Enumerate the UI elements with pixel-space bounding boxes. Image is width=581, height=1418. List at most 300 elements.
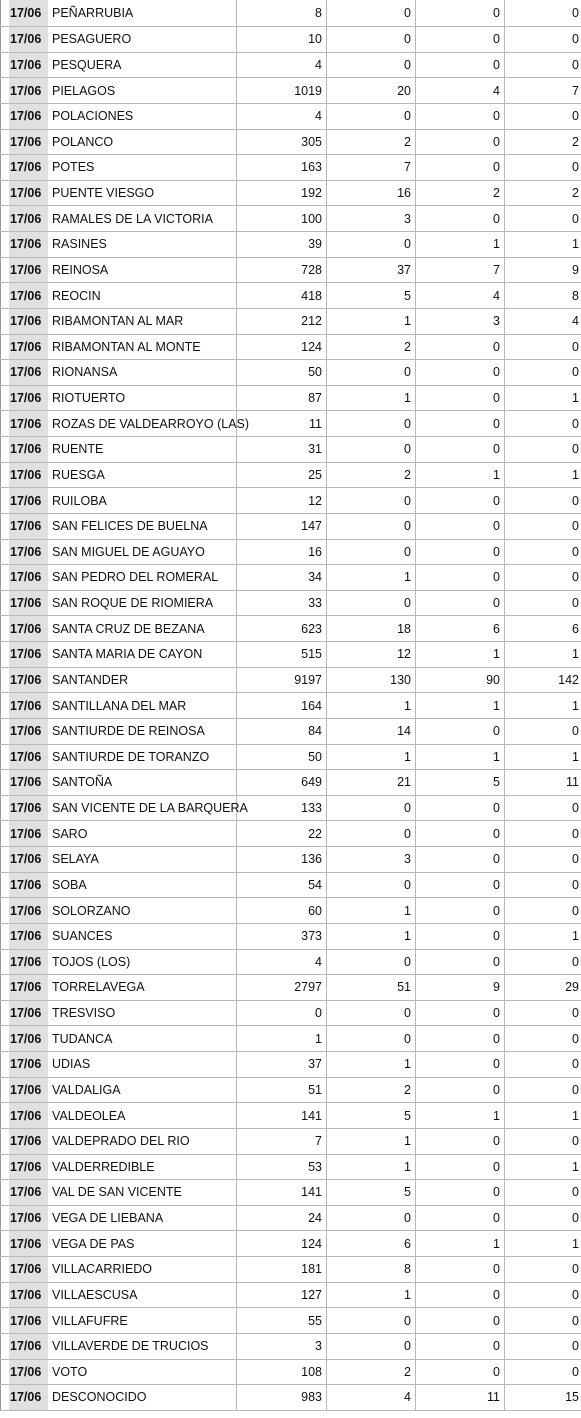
total-cases-cell[interactable]	[237, 1283, 327, 1308]
value-3-cell[interactable]	[416, 488, 505, 513]
municipality-cell[interactable]	[48, 130, 237, 155]
total-cases-cell[interactable]	[237, 181, 327, 206]
value-4-cell[interactable]	[505, 309, 581, 334]
date-cell[interactable]	[0, 642, 48, 667]
value-3-cell[interactable]	[416, 847, 505, 872]
municipality-cell[interactable]	[48, 514, 237, 539]
total-cases-cell[interactable]	[237, 463, 327, 488]
value-2-cell[interactable]	[327, 1308, 416, 1333]
value-3-cell[interactable]	[416, 591, 505, 616]
total-cases-cell[interactable]	[237, 27, 327, 52]
value-2-cell[interactable]	[327, 155, 416, 180]
value-2-cell[interactable]	[327, 104, 416, 129]
value-3-cell[interactable]	[416, 796, 505, 821]
value-2-cell[interactable]	[327, 27, 416, 52]
value-4-cell[interactable]	[505, 1257, 581, 1282]
date-cell[interactable]	[0, 1360, 48, 1385]
date-cell[interactable]	[0, 283, 48, 308]
total-cases-cell[interactable]	[237, 668, 327, 693]
value-4-cell[interactable]	[505, 104, 581, 129]
value-2-cell[interactable]	[327, 1155, 416, 1180]
municipality-cell[interactable]	[48, 796, 248, 821]
date-cell[interactable]	[0, 719, 48, 744]
value-3-cell[interactable]	[416, 1026, 505, 1051]
total-cases-cell[interactable]	[237, 898, 327, 923]
value-2-cell[interactable]	[327, 796, 416, 821]
municipality-cell[interactable]	[48, 1308, 237, 1333]
date-cell[interactable]	[0, 873, 48, 898]
total-cases-cell[interactable]	[237, 155, 327, 180]
value-4-cell[interactable]	[505, 745, 581, 770]
municipality-cell[interactable]	[48, 975, 237, 1000]
value-2-cell[interactable]	[327, 898, 416, 923]
municipality-cell[interactable]	[48, 719, 237, 744]
total-cases-cell[interactable]	[237, 796, 327, 821]
value-2-cell[interactable]	[327, 1180, 416, 1205]
value-4-cell[interactable]	[505, 27, 581, 52]
municipality-cell[interactable]	[48, 873, 237, 898]
value-4-cell[interactable]	[505, 78, 581, 103]
municipality-cell[interactable]	[48, 1283, 237, 1308]
municipality-cell[interactable]	[48, 616, 237, 641]
total-cases-cell[interactable]	[237, 975, 327, 1000]
municipality-cell[interactable]	[48, 463, 237, 488]
value-2-cell[interactable]	[327, 668, 416, 693]
date-cell[interactable]	[0, 1180, 48, 1205]
value-4-cell[interactable]	[505, 1052, 581, 1077]
value-3-cell[interactable]	[416, 1334, 505, 1359]
municipality-cell[interactable]	[48, 232, 237, 257]
value-4-cell[interactable]	[505, 232, 581, 257]
municipality-cell[interactable]	[48, 437, 237, 462]
value-2-cell[interactable]	[327, 335, 416, 360]
date-cell[interactable]	[0, 1334, 48, 1359]
value-2-cell[interactable]	[327, 130, 416, 155]
municipality-cell[interactable]	[48, 53, 237, 78]
value-2-cell[interactable]	[327, 488, 416, 513]
value-2-cell[interactable]	[327, 1026, 416, 1051]
municipality-cell[interactable]	[48, 1129, 237, 1154]
value-3-cell[interactable]	[416, 78, 505, 103]
value-3-cell[interactable]	[416, 386, 505, 411]
value-3-cell[interactable]	[416, 1206, 505, 1231]
value-3-cell[interactable]	[416, 1308, 505, 1333]
value-4-cell[interactable]	[505, 770, 581, 795]
value-3-cell[interactable]	[416, 309, 505, 334]
date-cell[interactable]	[0, 975, 48, 1000]
municipality-cell[interactable]	[48, 411, 250, 436]
value-4-cell[interactable]	[505, 565, 581, 590]
date-cell[interactable]	[0, 1001, 48, 1026]
value-4-cell[interactable]	[505, 1078, 581, 1103]
value-3-cell[interactable]	[416, 924, 505, 949]
date-cell[interactable]	[0, 693, 48, 718]
date-cell[interactable]	[0, 386, 48, 411]
value-4-cell[interactable]	[505, 873, 581, 898]
total-cases-cell[interactable]	[237, 1103, 327, 1128]
total-cases-cell[interactable]	[237, 232, 327, 257]
value-3-cell[interactable]	[416, 1283, 505, 1308]
total-cases-cell[interactable]	[237, 540, 327, 565]
value-4-cell[interactable]	[505, 0, 581, 26]
municipality-cell[interactable]	[48, 591, 237, 616]
date-cell[interactable]	[0, 1231, 48, 1256]
value-2-cell[interactable]	[327, 770, 416, 795]
value-2-cell[interactable]	[327, 540, 416, 565]
value-4-cell[interactable]	[505, 1206, 581, 1231]
date-cell[interactable]	[0, 258, 48, 283]
value-3-cell[interactable]	[416, 27, 505, 52]
value-2-cell[interactable]	[327, 924, 416, 949]
value-2-cell[interactable]	[327, 642, 416, 667]
date-cell[interactable]	[0, 1078, 48, 1103]
total-cases-cell[interactable]	[237, 309, 327, 334]
value-2-cell[interactable]	[327, 1334, 416, 1359]
total-cases-cell[interactable]	[237, 1360, 327, 1385]
date-cell[interactable]	[0, 540, 48, 565]
date-cell[interactable]	[0, 1283, 48, 1308]
total-cases-cell[interactable]	[237, 924, 327, 949]
municipality-cell[interactable]	[48, 770, 237, 795]
total-cases-cell[interactable]	[237, 642, 327, 667]
value-3-cell[interactable]	[416, 821, 505, 846]
value-2-cell[interactable]	[327, 719, 416, 744]
value-3-cell[interactable]	[416, 181, 505, 206]
date-cell[interactable]	[0, 924, 48, 949]
value-4-cell[interactable]	[505, 975, 581, 1000]
total-cases-cell[interactable]	[237, 1026, 327, 1051]
value-2-cell[interactable]	[327, 283, 416, 308]
date-cell[interactable]	[0, 104, 48, 129]
value-2-cell[interactable]	[327, 591, 416, 616]
municipality-cell[interactable]	[48, 1206, 237, 1231]
total-cases-cell[interactable]	[237, 821, 327, 846]
value-4-cell[interactable]	[505, 206, 581, 231]
total-cases-cell[interactable]	[237, 1001, 327, 1026]
date-cell[interactable]	[0, 53, 48, 78]
date-cell[interactable]	[0, 309, 48, 334]
value-3-cell[interactable]	[416, 1078, 505, 1103]
value-4-cell[interactable]	[505, 335, 581, 360]
date-cell[interactable]	[0, 181, 48, 206]
value-2-cell[interactable]	[327, 873, 416, 898]
total-cases-cell[interactable]	[237, 258, 327, 283]
value-4-cell[interactable]	[505, 1334, 581, 1359]
date-cell[interactable]	[0, 78, 48, 103]
value-4-cell[interactable]	[505, 540, 581, 565]
value-4-cell[interactable]	[505, 693, 581, 718]
value-2-cell[interactable]	[327, 258, 416, 283]
date-cell[interactable]	[0, 1052, 48, 1077]
value-2-cell[interactable]	[327, 1052, 416, 1077]
value-2-cell[interactable]	[327, 616, 416, 641]
municipality-cell[interactable]	[48, 898, 237, 923]
value-3-cell[interactable]	[416, 1001, 505, 1026]
municipality-cell[interactable]	[48, 1001, 237, 1026]
date-cell[interactable]	[0, 155, 48, 180]
value-3-cell[interactable]	[416, 898, 505, 923]
value-4-cell[interactable]	[505, 386, 581, 411]
date-cell[interactable]	[0, 745, 48, 770]
municipality-cell[interactable]	[48, 0, 237, 26]
date-cell[interactable]	[0, 1308, 48, 1333]
value-3-cell[interactable]	[416, 770, 505, 795]
value-2-cell[interactable]	[327, 386, 416, 411]
municipality-cell[interactable]	[48, 155, 237, 180]
value-3-cell[interactable]	[416, 668, 505, 693]
municipality-cell[interactable]	[48, 1385, 237, 1410]
date-cell[interactable]	[0, 668, 48, 693]
municipality-cell[interactable]	[48, 668, 237, 693]
value-2-cell[interactable]	[327, 975, 416, 1000]
value-4-cell[interactable]	[505, 53, 581, 78]
date-cell[interactable]	[0, 488, 48, 513]
value-3-cell[interactable]	[416, 1155, 505, 1180]
value-3-cell[interactable]	[416, 873, 505, 898]
value-4-cell[interactable]	[505, 924, 581, 949]
value-3-cell[interactable]	[416, 0, 505, 26]
municipality-cell[interactable]	[48, 1334, 237, 1359]
date-cell[interactable]	[0, 1026, 48, 1051]
value-2-cell[interactable]	[327, 1001, 416, 1026]
value-3-cell[interactable]	[416, 719, 505, 744]
date-cell[interactable]	[0, 847, 48, 872]
value-4-cell[interactable]	[505, 437, 581, 462]
value-4-cell[interactable]	[505, 1308, 581, 1333]
total-cases-cell[interactable]	[237, 335, 327, 360]
value-2-cell[interactable]	[327, 437, 416, 462]
total-cases-cell[interactable]	[237, 1180, 327, 1205]
municipality-cell[interactable]	[48, 335, 237, 360]
date-cell[interactable]	[0, 770, 48, 795]
total-cases-cell[interactable]	[237, 591, 327, 616]
date-cell[interactable]	[0, 1103, 48, 1128]
date-cell[interactable]	[0, 0, 48, 26]
total-cases-cell[interactable]	[237, 283, 327, 308]
value-4-cell[interactable]	[505, 1180, 581, 1205]
total-cases-cell[interactable]	[237, 1129, 327, 1154]
date-cell[interactable]	[0, 335, 48, 360]
municipality-cell[interactable]	[48, 283, 237, 308]
total-cases-cell[interactable]	[237, 206, 327, 231]
date-cell[interactable]	[0, 411, 48, 436]
value-2-cell[interactable]	[327, 0, 416, 26]
value-4-cell[interactable]	[505, 130, 581, 155]
value-2-cell[interactable]	[327, 309, 416, 334]
value-3-cell[interactable]	[416, 975, 505, 1000]
value-4-cell[interactable]	[505, 411, 581, 436]
total-cases-cell[interactable]	[237, 437, 327, 462]
value-4-cell[interactable]	[505, 360, 581, 385]
value-3-cell[interactable]	[416, 1052, 505, 1077]
value-3-cell[interactable]	[416, 1231, 505, 1256]
total-cases-cell[interactable]	[237, 1334, 327, 1359]
value-3-cell[interactable]	[416, 463, 505, 488]
total-cases-cell[interactable]	[237, 770, 327, 795]
value-4-cell[interactable]	[505, 181, 581, 206]
value-4-cell[interactable]	[505, 847, 581, 872]
total-cases-cell[interactable]	[237, 0, 327, 26]
date-cell[interactable]	[0, 898, 48, 923]
value-2-cell[interactable]	[327, 78, 416, 103]
value-3-cell[interactable]	[416, 206, 505, 231]
value-2-cell[interactable]	[327, 745, 416, 770]
value-4-cell[interactable]	[505, 258, 581, 283]
value-3-cell[interactable]	[416, 104, 505, 129]
total-cases-cell[interactable]	[237, 565, 327, 590]
value-2-cell[interactable]	[327, 1257, 416, 1282]
value-4-cell[interactable]	[505, 488, 581, 513]
total-cases-cell[interactable]	[237, 847, 327, 872]
date-cell[interactable]	[0, 232, 48, 257]
total-cases-cell[interactable]	[237, 1385, 327, 1410]
municipality-cell[interactable]	[48, 1155, 237, 1180]
value-2-cell[interactable]	[327, 514, 416, 539]
municipality-cell[interactable]	[48, 27, 237, 52]
value-4-cell[interactable]	[505, 1360, 581, 1385]
value-2-cell[interactable]	[327, 1103, 416, 1128]
date-cell[interactable]	[0, 565, 48, 590]
municipality-cell[interactable]	[48, 104, 237, 129]
value-3-cell[interactable]	[416, 1103, 505, 1128]
value-4-cell[interactable]	[505, 616, 581, 641]
total-cases-cell[interactable]	[237, 1078, 327, 1103]
value-2-cell[interactable]	[327, 206, 416, 231]
value-2-cell[interactable]	[327, 463, 416, 488]
value-2-cell[interactable]	[327, 1360, 416, 1385]
total-cases-cell[interactable]	[237, 514, 327, 539]
date-cell[interactable]	[0, 130, 48, 155]
total-cases-cell[interactable]	[237, 1155, 327, 1180]
total-cases-cell[interactable]	[237, 745, 327, 770]
value-2-cell[interactable]	[327, 1283, 416, 1308]
date-cell[interactable]	[0, 796, 48, 821]
value-4-cell[interactable]	[505, 1155, 581, 1180]
value-3-cell[interactable]	[416, 258, 505, 283]
total-cases-cell[interactable]	[237, 1231, 327, 1256]
municipality-cell[interactable]	[48, 1257, 237, 1282]
value-4-cell[interactable]	[505, 591, 581, 616]
municipality-cell[interactable]	[48, 360, 237, 385]
value-2-cell[interactable]	[327, 693, 416, 718]
municipality-cell[interactable]	[48, 1231, 237, 1256]
municipality-cell[interactable]	[48, 1026, 237, 1051]
date-cell[interactable]	[0, 616, 48, 641]
value-2-cell[interactable]	[327, 1078, 416, 1103]
value-4-cell[interactable]	[505, 1001, 581, 1026]
value-2-cell[interactable]	[327, 411, 416, 436]
total-cases-cell[interactable]	[237, 386, 327, 411]
value-3-cell[interactable]	[416, 232, 505, 257]
value-2-cell[interactable]	[327, 950, 416, 975]
value-4-cell[interactable]	[505, 283, 581, 308]
value-3-cell[interactable]	[416, 616, 505, 641]
date-cell[interactable]	[0, 1129, 48, 1154]
total-cases-cell[interactable]	[237, 693, 327, 718]
total-cases-cell[interactable]	[237, 1206, 327, 1231]
value-3-cell[interactable]	[416, 130, 505, 155]
municipality-cell[interactable]	[48, 1078, 237, 1103]
date-cell[interactable]	[0, 950, 48, 975]
value-2-cell[interactable]	[327, 821, 416, 846]
value-3-cell[interactable]	[416, 540, 505, 565]
municipality-cell[interactable]	[48, 745, 237, 770]
value-4-cell[interactable]	[505, 1231, 581, 1256]
total-cases-cell[interactable]	[237, 411, 327, 436]
municipality-cell[interactable]	[48, 1360, 237, 1385]
municipality-cell[interactable]	[48, 693, 237, 718]
date-cell[interactable]	[0, 437, 48, 462]
value-4-cell[interactable]	[505, 642, 581, 667]
value-4-cell[interactable]	[505, 1026, 581, 1051]
value-4-cell[interactable]	[505, 898, 581, 923]
value-2-cell[interactable]	[327, 53, 416, 78]
municipality-cell[interactable]	[48, 950, 237, 975]
value-3-cell[interactable]	[416, 360, 505, 385]
municipality-cell[interactable]	[48, 206, 237, 231]
total-cases-cell[interactable]	[237, 1257, 327, 1282]
date-cell[interactable]	[0, 27, 48, 52]
value-4-cell[interactable]	[505, 1103, 581, 1128]
date-cell[interactable]	[0, 463, 48, 488]
value-3-cell[interactable]	[416, 565, 505, 590]
total-cases-cell[interactable]	[237, 950, 327, 975]
value-2-cell[interactable]	[327, 847, 416, 872]
date-cell[interactable]	[0, 360, 48, 385]
value-4-cell[interactable]	[505, 796, 581, 821]
municipality-cell[interactable]	[48, 1180, 237, 1205]
value-4-cell[interactable]	[505, 1129, 581, 1154]
value-3-cell[interactable]	[416, 411, 505, 436]
total-cases-cell[interactable]	[237, 104, 327, 129]
value-3-cell[interactable]	[416, 950, 505, 975]
municipality-cell[interactable]	[48, 1052, 237, 1077]
value-3-cell[interactable]	[416, 693, 505, 718]
date-cell[interactable]	[0, 514, 48, 539]
municipality-cell[interactable]	[48, 642, 237, 667]
value-4-cell[interactable]	[505, 719, 581, 744]
value-3-cell[interactable]	[416, 1180, 505, 1205]
value-3-cell[interactable]	[416, 1129, 505, 1154]
value-3-cell[interactable]	[416, 642, 505, 667]
value-3-cell[interactable]	[416, 1385, 505, 1410]
total-cases-cell[interactable]	[237, 873, 327, 898]
municipality-cell[interactable]	[48, 78, 237, 103]
value-2-cell[interactable]	[327, 1206, 416, 1231]
date-cell[interactable]	[0, 206, 48, 231]
municipality-cell[interactable]	[48, 821, 237, 846]
value-3-cell[interactable]	[416, 335, 505, 360]
total-cases-cell[interactable]	[237, 616, 327, 641]
total-cases-cell[interactable]	[237, 488, 327, 513]
value-4-cell[interactable]	[505, 668, 581, 693]
total-cases-cell[interactable]	[237, 130, 327, 155]
value-4-cell[interactable]	[505, 155, 581, 180]
value-2-cell[interactable]	[327, 565, 416, 590]
value-4-cell[interactable]	[505, 821, 581, 846]
municipality-cell[interactable]	[48, 1103, 237, 1128]
total-cases-cell[interactable]	[237, 1308, 327, 1333]
total-cases-cell[interactable]	[237, 719, 327, 744]
value-3-cell[interactable]	[416, 1257, 505, 1282]
date-cell[interactable]	[0, 1155, 48, 1180]
total-cases-cell[interactable]	[237, 78, 327, 103]
municipality-cell[interactable]	[48, 181, 237, 206]
value-3-cell[interactable]	[416, 437, 505, 462]
value-3-cell[interactable]	[416, 283, 505, 308]
value-3-cell[interactable]	[416, 745, 505, 770]
value-3-cell[interactable]	[416, 155, 505, 180]
